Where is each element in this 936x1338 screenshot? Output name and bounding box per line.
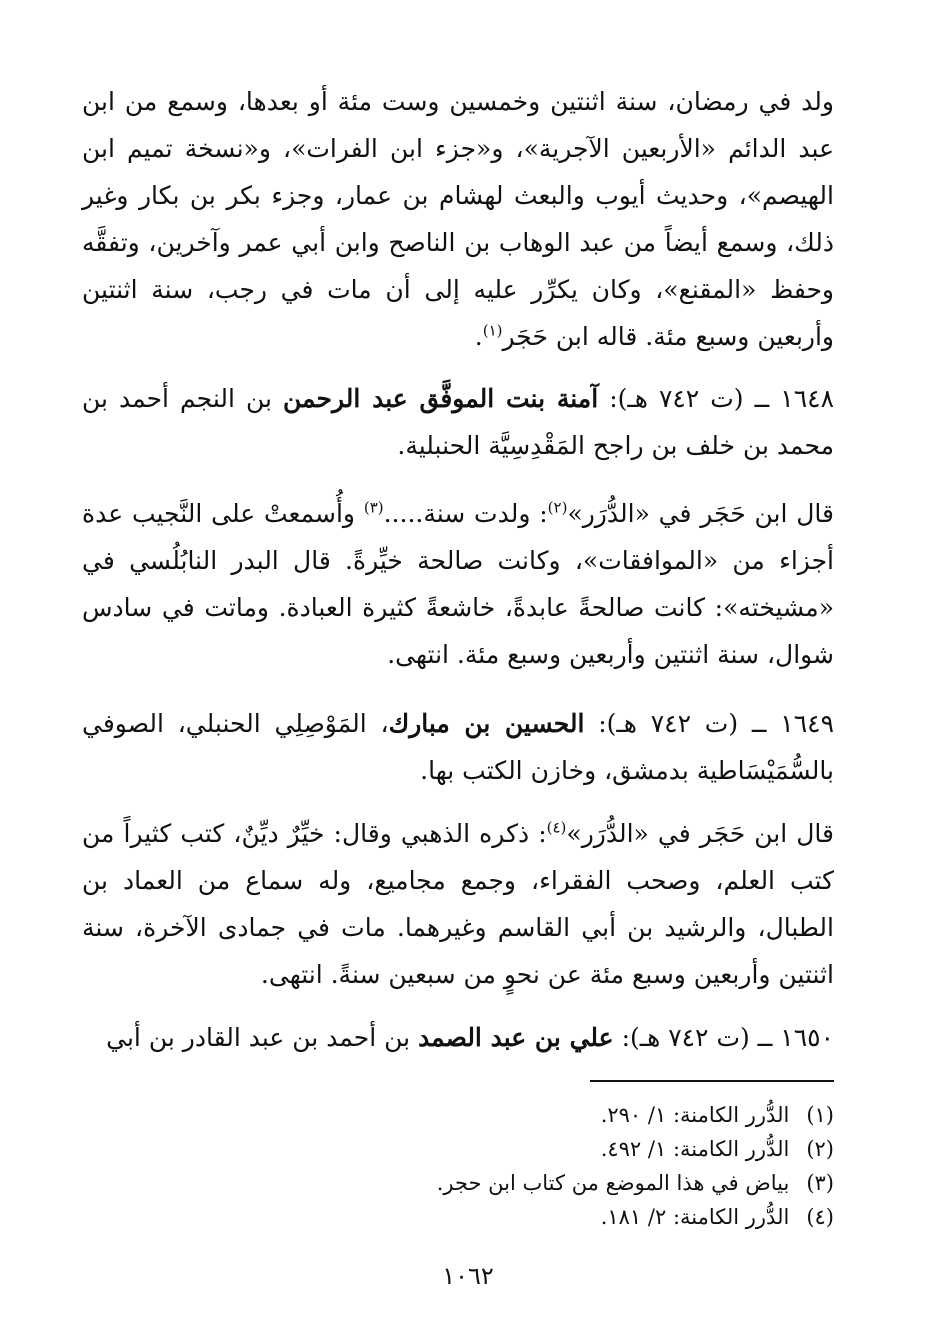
footnote-ref-1: (١) [482, 321, 503, 340]
footnote-number: (٤) [806, 1205, 834, 1229]
footnote-number: (٣) [806, 1171, 834, 1195]
paragraph-text: : ذكره الذهبي وقال: خيِّرٌ ديِّنٌ، كتب كثيراً من كتب العلم، وصحب الفقراء، وجمع مجاميع، وله سماع من العماد بن الطبال، والرشيد بن أبي القاسم وغيرهما. مات في جمادى الآخرة، سنة اثنتين وأربعين وسبع مئة عن نحوٍ من سبعين سنةً. انتهى. [82, 819, 834, 989]
entry-lineage: بن أحمد بن عبد القادر بن أبي [106, 1023, 411, 1052]
entry-lineage: ، المَوْصِلِي الحنبلي، الصوفي بالسُّمَيْسَاطية بدمشق، وخازن الكتب بها. [82, 709, 834, 785]
entry-name: آمنة بنت الموفَّق عبد الرحمن [283, 384, 599, 413]
entry-lineage: بن النجم أحمد بن محمد بن خلف بن راجح المَقْدِسِيَّة الحنبلية. [82, 384, 834, 460]
entry-1650 [82, 1014, 834, 1061]
footnote-number: (١) [806, 1103, 834, 1127]
footnote-separator [590, 1080, 834, 1082]
paragraph-text: ولد في رمضان، سنة اثنتين وخمسين وست مئة أو بعدها، وسمع من ابن عبد الدائم «الأربعين الآجرية»، و«جزء ابن الفرات»، و«نسخة تميم ابن الهيصم»، وحديث أيوب والبعث لهشام بن عمار، وجزء بكر بن بكار وغير ذلك، وسمع أيضاً من عبد الوهاب بن الناصح وابن أبي عمر وآخرين، وتفقَّه وحفظ «المقنع»، وكان يكرِّر عليه إلى أن مات في رجب، سنة اثنتين وأربعين وسبع مئة. قاله ابن حَجَر [82, 87, 834, 351]
paragraph-quote-1648 [82, 490, 834, 678]
footnote-text: الدُّرر الكامنة: ٢/ ١٨١. [600, 1205, 790, 1229]
footnote-item [274, 1166, 834, 1200]
paragraph-quote-1649 [82, 810, 834, 998]
entry-number: ١٦٤٨ ــ (ت ٧٤٢ هـ): [609, 384, 835, 413]
footnote-text: الدُّرر الكامنة: ١/ ٢٩٠. [600, 1103, 790, 1127]
paragraph-text: : ولدت سنة..... [383, 499, 548, 528]
footnote-text: بياض في هذا الموضع من كتاب ابن حجر. [436, 1171, 790, 1195]
footnote-item [274, 1200, 834, 1234]
entry-1648 [82, 375, 834, 469]
footnote-item [274, 1132, 834, 1166]
footnote-item [274, 1098, 834, 1132]
footnote-number: (٢) [806, 1137, 834, 1161]
entry-name: علي بن عبد الصمد [418, 1023, 614, 1052]
entry-number: ١٦٥٠ ــ (ت ٧٤٢ هـ): [621, 1023, 834, 1052]
paragraph-biography-continued: ولد في رمضان، سنة اثنتين وخمسين وست مئة أو بعدها، وسمع من ابن عبد الدائم «الأربعين الآجرية»، و«جزء ابن الفرات»، و«نسخة تميم ابن الهيصم»، وحديث أيوب والبعث لهشام بن عمار، وجزء بكر بن بكار وغير ذلك، وسمع أيضاً من عبد الوهاب بن الناصح وابن أبي عمر وآخرين، وتفقَّه وحفظ «المقنع»، وكان يكرِّر عليه إلى أن مات في رجب، سنة اثنتين وأربعين وسبع مئة. قاله ابن حَجَر$^{(١)}$. [82, 87, 834, 351]
entry-1649 [82, 700, 834, 794]
entry-number: ١٦٤٩ ــ (ت ٧٤٢ هـ): [598, 709, 834, 738]
footnote-ref-3: (٣) [363, 498, 384, 517]
page-number: ١٠٦٢ [442, 1262, 494, 1290]
paragraph-text: قال ابن حَجَر في «الدُّرَر» [567, 499, 834, 528]
paragraph-text: قال ابن حَجَر في «الدُّرَر» [566, 819, 834, 848]
footnote-ref-4: (٤) [546, 818, 567, 837]
paragraph-text: وأُسمعتْ على النَّجيب عدة أجزاء من «الموافقات»، وكانت صالحة خيِّرةً. قال البدر النابُلُسي في «مشيخته»: كانت صالحةً عابدةً، خاشعةً كثيرة العبادة. وماتت في سادس شوال، سنة اثنتين وأربعين وسبع مئة. انتهى. [82, 499, 834, 669]
footnotes [274, 1098, 834, 1234]
footnote-ref-2: (٢) [547, 498, 568, 517]
entry-name: الحسين بن مبارك [388, 709, 585, 738]
footnote-text: الدُّرر الكامنة: ١/ ٤٩٢. [600, 1137, 790, 1161]
